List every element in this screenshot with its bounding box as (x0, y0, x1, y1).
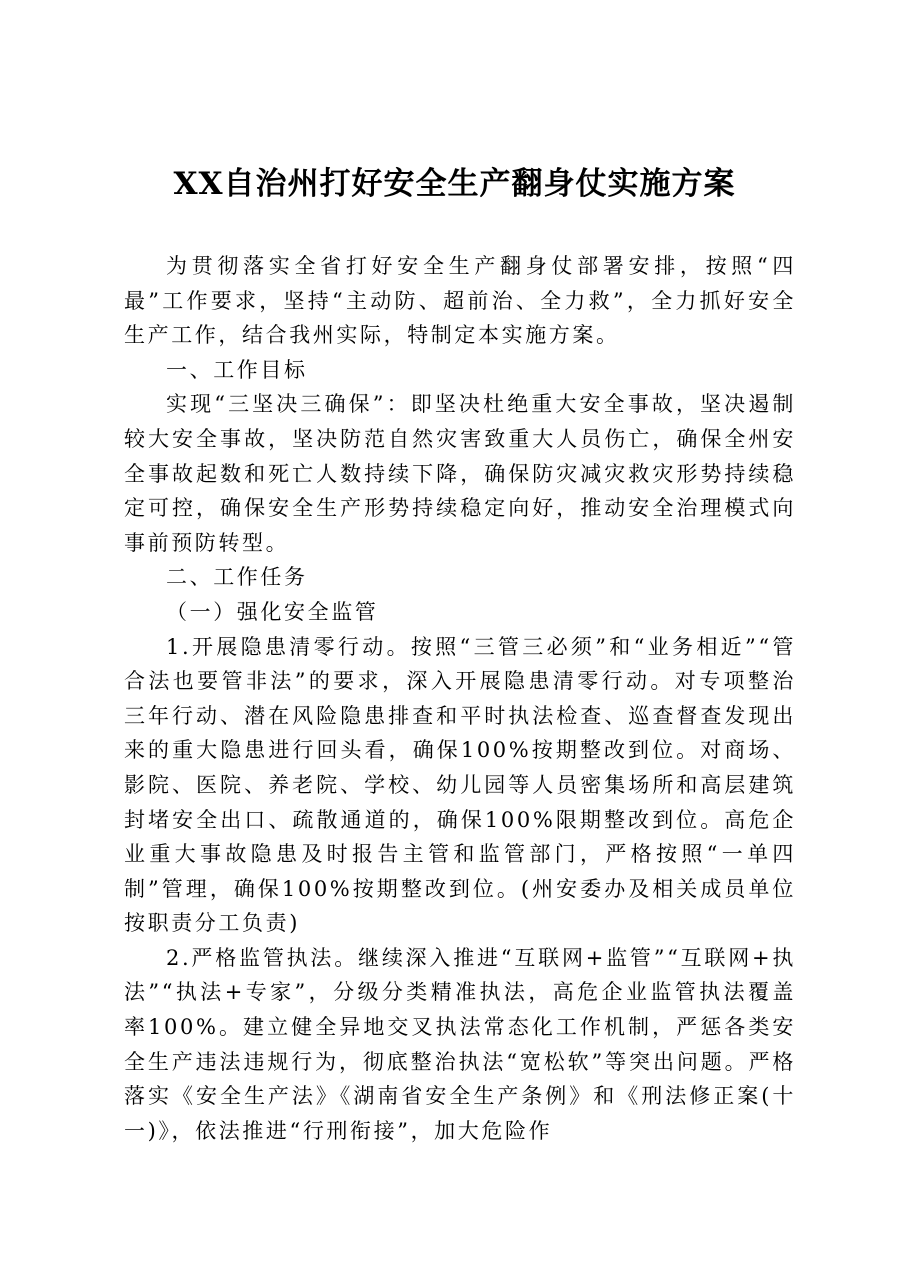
subsection-heading-supervision: （一）强化安全监管 (166, 599, 379, 624)
intro-paragraph: 为贯彻落实全省打好安全生产翻身仗部署安排，按照“四最”工作要求，坚持“主动防、超前治、全力救”，全力抓好安全生产工作，结合我州实际，特制定本实施方案。 (124, 254, 796, 348)
task-2-paragraph: 2.严格监管执法。继续深入推进“互联网+监管”“互联网+执法”“执法+专家”，分级分类精准执法，高危企业监管执法覆盖率100%。建立健全异地交叉执法常态化工作机制，严惩各类安全生产违法违规行为，彻底整治执法“宽松软”等突出问题。严格落实《安全生产法》《湖南省安全生产条例》和《刑法修正案(十一)》，依法推进“行刑衔接”，加大危险作 (124, 945, 796, 1143)
document-title: XX自治州打好安全生产翻身仗实施方案 (173, 166, 736, 202)
document-body (124, 249, 796, 1148)
goals-paragraph: 实现“三坚决三确保”：即坚决杜绝重大安全事故，坚决遏制较大安全事故，坚决防范自然灾害致重大人员伤亡，确保全州安全事故起数和死亡人数持续下降，确保防灾减灾救灾形势持续稳定可控，确保安全生产形势持续稳定向好，推动安全治理模式向事前预防转型。 (124, 392, 796, 555)
section-heading-tasks: 二、工作任务 (166, 565, 308, 590)
task-1-paragraph: 1.开展隐患清零行动。按照“三管三必须”和“业务相近”“管合法也要管非法”的要求，深入开展隐患清零行动。对专项整治三年行动、潜在风险隐患排查和平时执法检查、巡查督查发现出来的重大隐患进行回头看，确保100%按期整改到位。对商场、影院、医院、养老院、学校、幼儿园等人员密集场所和高层建筑封堵安全出口、疏散通道的，确保100%限期整改到位。高危企业重大事故隐患及时报告主管和监管部门，严格按照“一单四制”管理，确保100%按期整改到位。(州安委办及相关成员单位按职责分工负责) (124, 634, 796, 936)
section-heading-goals: 一、工作目标 (166, 357, 308, 382)
